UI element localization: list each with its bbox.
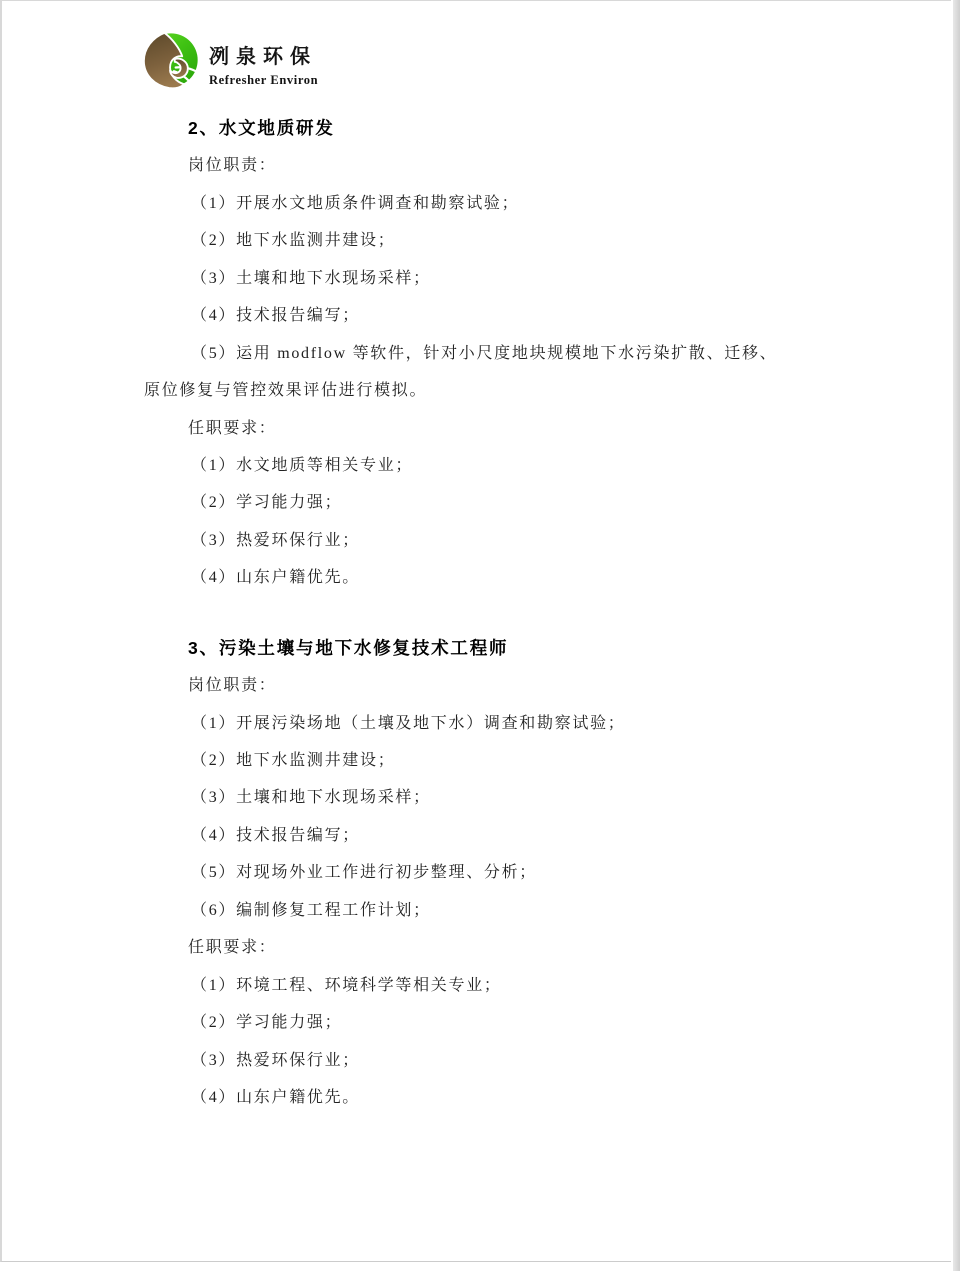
company-logo bbox=[142, 29, 318, 91]
duty-item: （2）地下水监测井建设； bbox=[191, 752, 396, 769]
document-content bbox=[144, 110, 834, 1116]
page-right-edge bbox=[953, 0, 960, 1271]
refresher-environ-logo-icon bbox=[142, 29, 200, 91]
duties-label: 岗位职责： bbox=[188, 677, 277, 695]
requirement-item: （1）环境工程、环境科学等相关专业； bbox=[191, 976, 502, 994]
requirement-item: （4）山东户籍优先。 bbox=[191, 1088, 361, 1106]
requirement-item: （2）学习能力强； bbox=[191, 494, 343, 512]
duty-item: （4）技术报告编写； bbox=[191, 307, 361, 325]
duty-item: （5）运用 modflow 等软件，针对小尺度地块规模地下水污染扩散、迁移、 bbox=[191, 344, 778, 362]
duty-item: （1）开展污染场地（土壤及地下水）调查和勘察试验； bbox=[191, 714, 626, 732]
duty-item: （4）技术报告编写； bbox=[191, 826, 361, 844]
job-section-remediation-engineer bbox=[144, 630, 834, 1117]
job-title: 3、污染土壤与地下水修复技术工程师 bbox=[188, 637, 509, 658]
logo-name-en: Refresher Environ bbox=[209, 73, 319, 87]
requirements-label: 任职要求： bbox=[188, 939, 277, 957]
logo-text bbox=[209, 29, 318, 88]
duty-item-continuation: 原位修复与管控效果评估进行模拟。 bbox=[144, 382, 428, 400]
section-gap bbox=[144, 597, 834, 630]
requirement-item: （1）水文地质等相关专业； bbox=[191, 456, 414, 474]
requirement-item: （4）山东户籍优先。 bbox=[191, 569, 361, 587]
duty-item: （5）对现场外业工作进行初步整理、分析； bbox=[191, 864, 538, 882]
requirements-label: 任职要求： bbox=[188, 419, 277, 437]
logo-name-zh: 冽泉环保 bbox=[209, 46, 317, 68]
requirement-item: （2）学习能力强； bbox=[191, 1014, 343, 1032]
duty-item: （1）开展水文地质条件调查和勘察试验； bbox=[191, 194, 520, 212]
duties-label: 岗位职责： bbox=[188, 157, 277, 175]
requirement-item: （3）热爱环保行业； bbox=[191, 531, 361, 549]
duty-item: （3）土壤和地下水现场采样； bbox=[191, 269, 431, 287]
duty-item: （2）地下水监测井建设； bbox=[191, 232, 396, 250]
job-section-hydrogeology bbox=[144, 110, 834, 597]
duty-item: （3）土壤和地下水现场采样； bbox=[191, 789, 431, 807]
requirement-item: （3）热爱环保行业； bbox=[191, 1051, 361, 1069]
duty-item: （6）编制修复工程工作计划； bbox=[191, 901, 431, 919]
job-title: 2、水文地质研发 bbox=[188, 118, 335, 138]
